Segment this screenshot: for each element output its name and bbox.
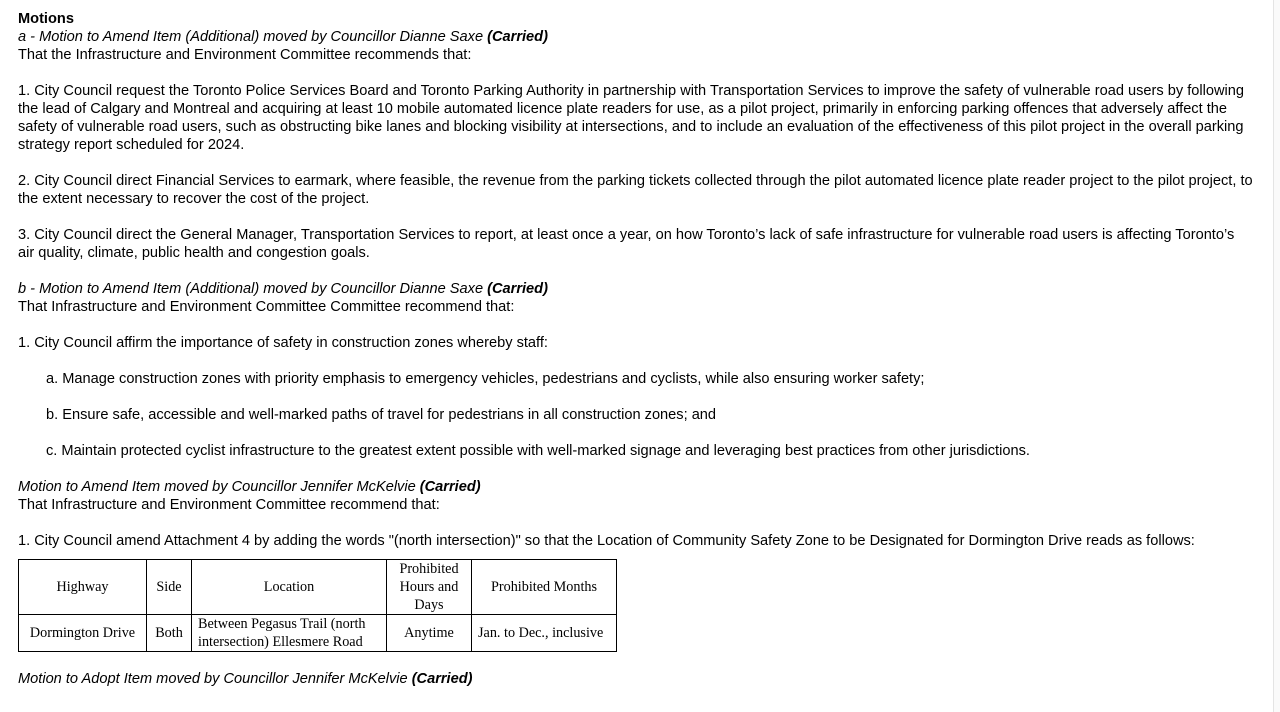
motion-d-title [18,670,1254,688]
motion-a-item-2: 2. City Council direct Financial Services to earmark, where feasible, the revenue from the parking tickets collected through the pilot automated licence plate reader project to the pilot project, to the extent necessary to recover the cost of the project. [18,173,1253,207]
table-header-location: Location [192,560,387,615]
motion-a [18,28,1254,262]
motion-b-intro: That Infrastructure and Environment Committee Committee recommend that: [18,299,515,315]
motion-d-title-text: Motion to Adopt Item moved by Councillor Jennifer McKelvie [18,671,408,687]
table-cell-months: Jan. to Dec., inclusive [472,615,617,652]
motion-a-item-1: 1. City Council request the Toronto Police Services Board and Toronto Parking Authority in partnership with Transportation Services to improve the safety of vulnerable road users by following the lead of Calgary and Montreal and acquiring at least 10 mobile automated licence plate readers for use, as a pilot project, primarily in enforcing parking offences that adversely affect the safety of vulnerable road users, such as obstructing bike lanes and blocking visibility at intersections, and to include an evaluation of the effectiveness of this pilot project in the overall parking strategy report scheduled for 2024. [18,83,1244,153]
motion-a-status: (Carried) [487,29,548,45]
motion-b-subitem-a: a. Manage construction zones with priority emphasis to emergency vehicles, pedestrians and cyclists, while also ensuring worker safety; [46,371,925,387]
motion-b-status: (Carried) [487,281,548,297]
table-header-hours: Prohibited Hours and Days [387,560,472,615]
document-body [18,10,1254,688]
motion-a-intro: That the Infrastructure and Environment Committee recommends that: [18,47,472,63]
motion-c-status: (Carried) [419,479,481,495]
motion-a-title-text: a - Motion to Amend Item (Additional) moved by Councillor Dianne Saxe [18,29,484,45]
safety-zone-table [18,559,617,652]
table-cell-hours: Anytime [387,615,472,652]
table-cell-location: Between Pegasus Trail (north intersection) Ellesmere Road [192,615,387,652]
table-header-months: Prohibited Months [472,560,617,615]
table-cell-highway: Dormington Drive [19,615,147,652]
motion-a-item-3: 3. City Council direct the General Manager, Transportation Services to report, at least once a year, on how Toronto’s lack of safe infrastructure for vulnerable road users is affecting Toronto’s air quality, climate, public health and congestion goals. [18,227,1235,261]
motion-a-title [18,28,1254,46]
motion-b-item-1: 1. City Council affirm the importance of safety in construction zones whereby staff: [18,335,548,351]
motion-b-subitem-b: b. Ensure safe, accessible and well-marked paths of travel for pedestrians in all construction zones; and [46,407,717,423]
motion-c-title [18,478,1254,496]
motion-c-intro: That Infrastructure and Environment Committee recommend that: [18,497,440,513]
motion-b-title-text: b - Motion to Amend Item (Additional) moved by Councillor Dianne Saxe [18,281,484,297]
motion-c [18,478,1254,652]
motion-c-title-text: Motion to Amend Item moved by Councillor Jennifer McKelvie [18,479,416,495]
motion-d [18,670,1254,688]
table-row [19,615,617,652]
section-heading: Motions [18,11,74,27]
motion-b [18,280,1254,460]
motion-d-status: (Carried) [411,671,473,687]
table-header-highway: Highway [19,560,147,615]
table-header-row [19,560,617,615]
motion-b-title [18,280,1254,298]
table-cell-side: Both [147,615,192,652]
motion-c-item-1: 1. City Council amend Attachment 4 by adding the words "(north intersection)" so that the Location of Community Safety Zone to be Designated for Dormington Drive reads as follows: [18,533,1195,549]
motion-b-subitem-c: c. Maintain protected cyclist infrastructure to the greatest extent possible with well-marked signage and leveraging best practices from other jurisdictions. [46,443,1030,459]
vertical-scrollbar[interactable] [1273,0,1280,712]
table-header-side: Side [147,560,192,615]
